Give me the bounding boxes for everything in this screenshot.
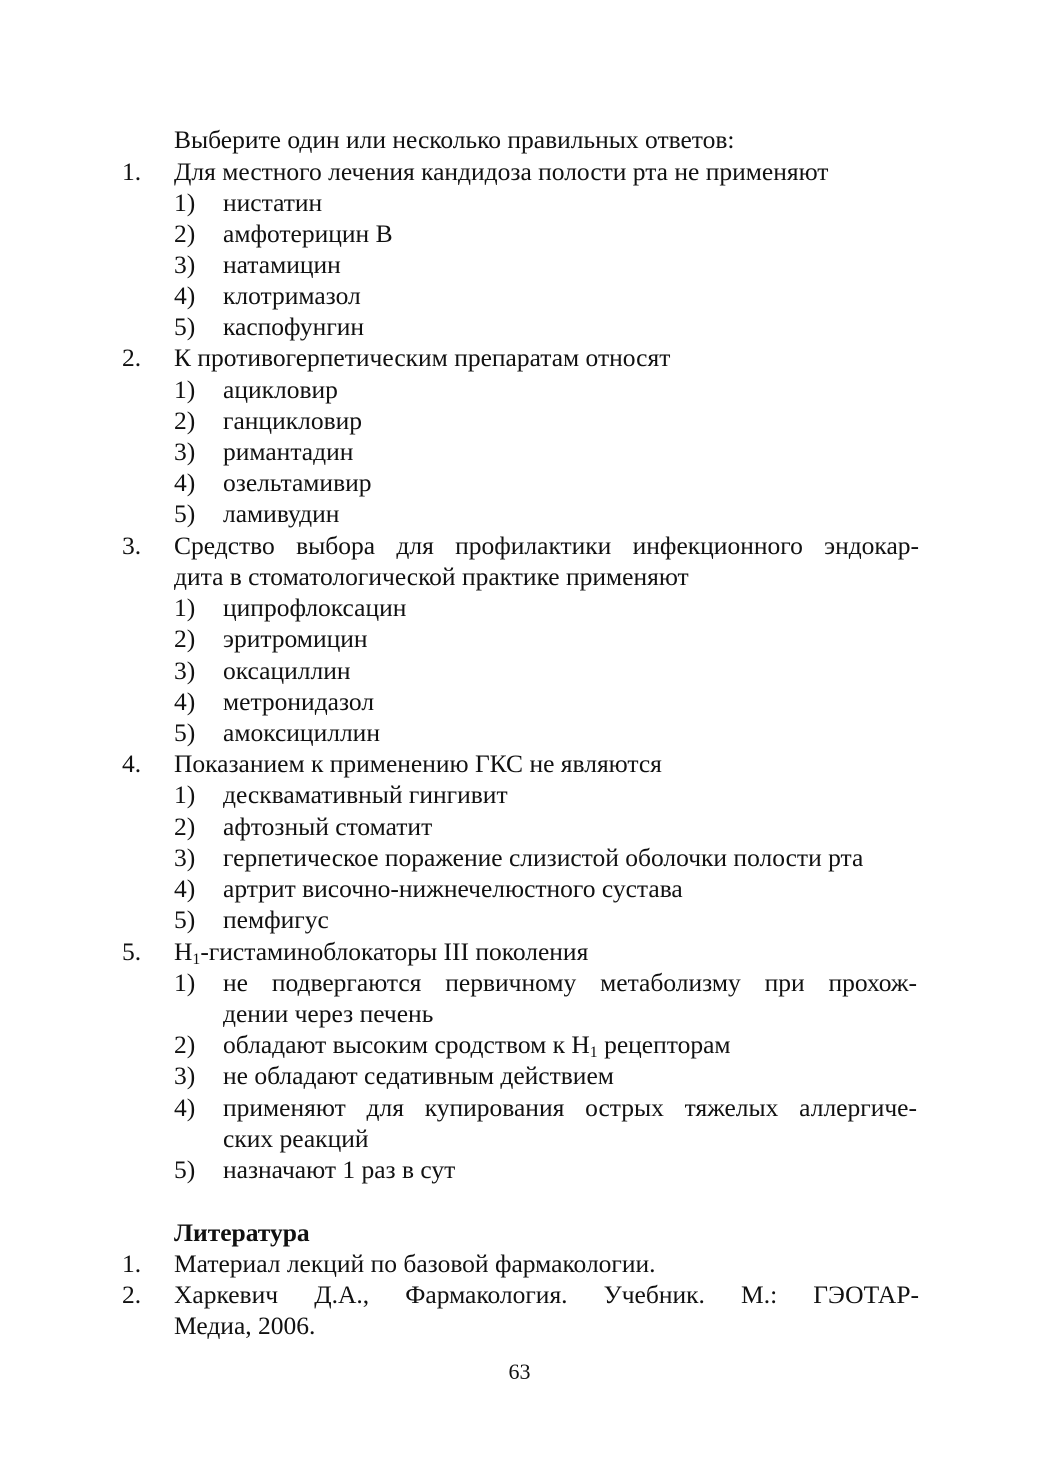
option-text: пемфигус <box>223 905 329 934</box>
option-number: 5) <box>174 905 196 934</box>
option-number: 1) <box>174 188 196 217</box>
option-number: 3) <box>174 1061 196 1090</box>
option-text-part: обладают высоким сродством к H <box>223 1030 590 1059</box>
option-text: назначают 1 раз в сут <box>223 1155 456 1184</box>
instruction: Выберите один или несколько правильных ответов: <box>174 125 735 154</box>
option-number: 3) <box>174 843 196 872</box>
option-text: нистатин <box>223 188 323 217</box>
option-number: 2) <box>174 219 196 248</box>
option-text-part: рецепторам <box>597 1030 731 1059</box>
option-text: герпетическое поражение слизистой оболочки полости рта <box>223 843 864 872</box>
option-text: натамицин <box>223 250 341 279</box>
literature-number: 1. <box>122 1249 142 1278</box>
option-text: римантадин <box>223 437 354 466</box>
option-text: ацикловир <box>223 375 338 404</box>
question-number: 1. <box>122 157 142 186</box>
question-text: К противогерпетическим препаратам относят <box>174 343 671 372</box>
option-text: ципрофлоксацин <box>223 593 407 622</box>
option-number: 4) <box>174 687 196 716</box>
option-number: 3) <box>174 437 196 466</box>
option-text-line: не подвергаются первичному метаболизму при прохож- <box>223 968 917 997</box>
question-text: Показанием к применению ГКС не являются <box>174 749 662 778</box>
question-number: 2. <box>122 343 142 372</box>
option-text: ламивудин <box>223 499 340 528</box>
option-text-line: дении через печень <box>223 999 434 1028</box>
option-text: десквамативный гингивит <box>223 780 508 809</box>
option-text: эритромицин <box>223 624 368 653</box>
option-text: амоксициллин <box>223 718 380 747</box>
question-number: 4. <box>122 749 142 778</box>
option-text-line: ских реакций <box>223 1124 369 1153</box>
option-number: 2) <box>174 406 196 435</box>
option-number: 1) <box>174 593 196 622</box>
literature-heading: Литература <box>174 1218 310 1247</box>
option-text: не обладают седативным действием <box>223 1061 614 1090</box>
option-number: 2) <box>174 1030 196 1059</box>
option-text <box>223 1029 731 1060</box>
option-number: 5) <box>174 499 196 528</box>
option-number: 4) <box>174 468 196 497</box>
option-number: 2) <box>174 812 196 841</box>
option-number: 1) <box>174 780 196 809</box>
question-number: 5. <box>122 937 142 966</box>
option-text: ганцикловир <box>223 406 363 435</box>
literature-item-line: Харкевич Д.А., Фармакология. Учебник. М.: ГЭОТАР- <box>174 1280 919 1309</box>
option-number: 3) <box>174 250 196 279</box>
literature-item-line: Медиа, 2006. <box>174 1311 316 1340</box>
question-text-line: дита в стоматологической практике применяют <box>174 562 689 591</box>
option-text: каспофунгин <box>223 312 365 341</box>
option-text: афтозный стоматит <box>223 812 433 841</box>
question-number: 3. <box>122 531 142 560</box>
subscript: 1 <box>589 1043 598 1061</box>
option-text: метронидазол <box>223 687 375 716</box>
option-number: 1) <box>174 968 196 997</box>
option-text: озельтамивир <box>223 468 372 497</box>
literature-item: Материал лекций по базовой фармакологии. <box>174 1249 656 1278</box>
option-number: 5) <box>174 718 196 747</box>
question-text-part: H <box>174 937 193 966</box>
option-text-line: применяют для купирования острых тяжелых аллергиче- <box>223 1093 917 1122</box>
option-text: клотримазол <box>223 281 361 310</box>
option-number: 4) <box>174 874 196 903</box>
option-number: 3) <box>174 656 196 685</box>
subscript: 1 <box>192 950 201 968</box>
option-text: амфотерицин В <box>223 219 393 248</box>
question-text: Для местного лечения кандидоза полости рта не применяют <box>174 157 829 186</box>
question-text-line: Средство выбора для профилактики инфекционного эндокар- <box>174 531 919 560</box>
option-text: артрит височно-нижнечелюстного сустава <box>223 874 683 903</box>
option-number: 2) <box>174 624 196 653</box>
question-text <box>174 936 588 967</box>
page-number: 63 <box>508 1359 531 1384</box>
literature-number: 2. <box>122 1280 142 1309</box>
option-number: 1) <box>174 375 196 404</box>
option-number: 5) <box>174 1155 196 1184</box>
option-number: 4) <box>174 1093 196 1122</box>
question-text-part: -гистаминоблокаторы III поколения <box>200 937 589 966</box>
option-number: 4) <box>174 281 196 310</box>
option-number: 5) <box>174 312 196 341</box>
option-text: оксациллин <box>223 656 351 685</box>
